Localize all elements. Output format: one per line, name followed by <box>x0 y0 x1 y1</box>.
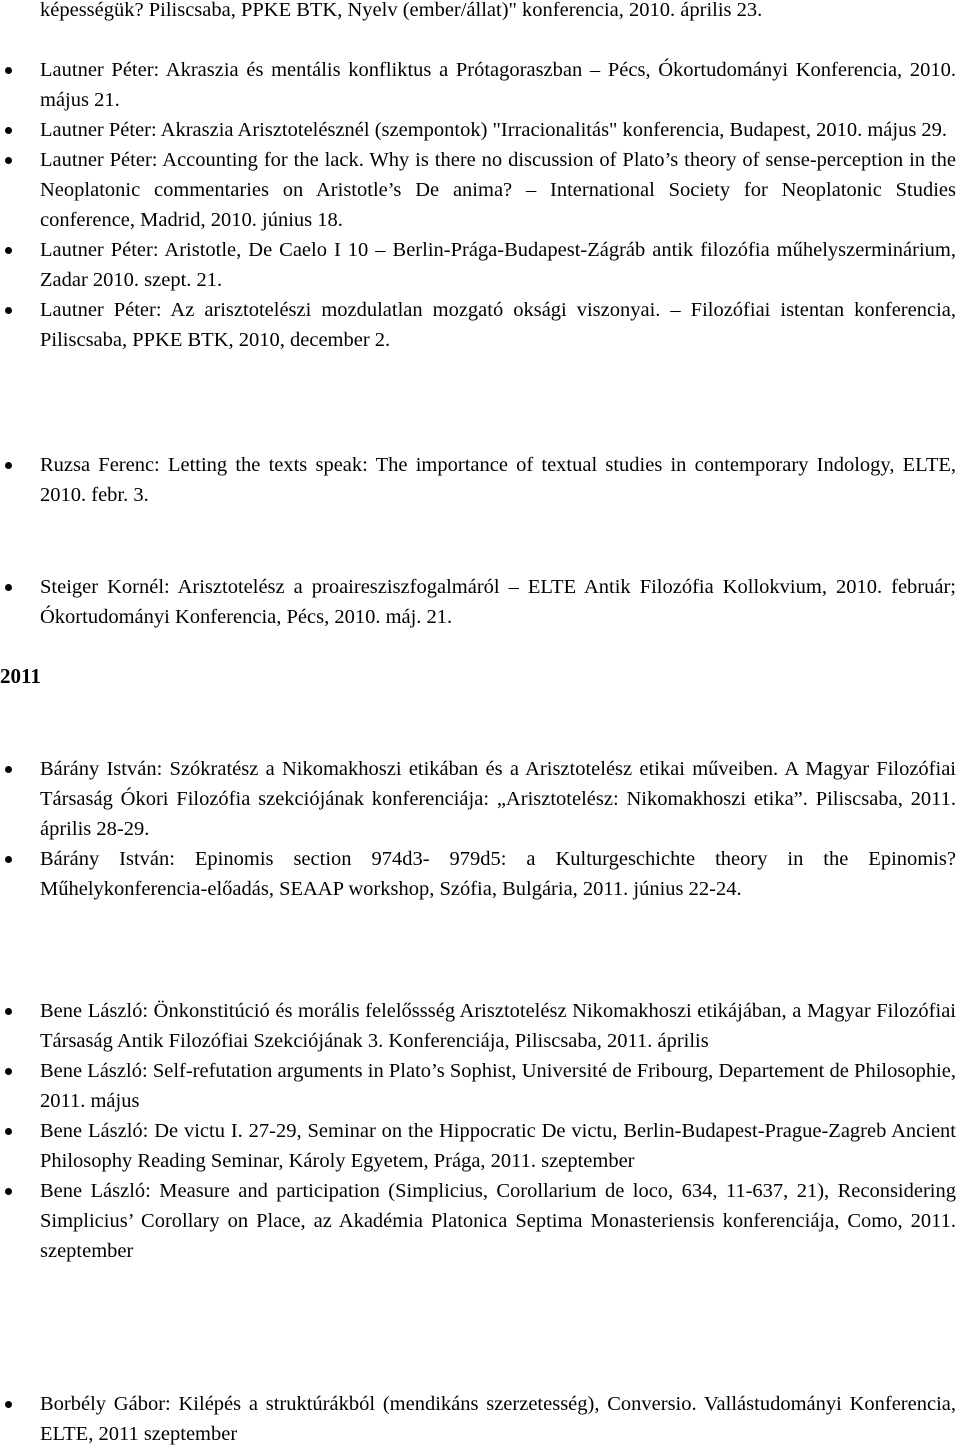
list-item: Bene László: Measure and participation (Simplicius, Corollarium de loco, 634, 11-637, 21), Reconsidering Simplicius’ Corollary on Place, az Akadémia Platonica Septima Monasteriensis konferenciája, Como, 2011. szeptember <box>0 1176 956 1266</box>
bullet-icon <box>5 307 12 314</box>
talk-list-bene <box>0 996 960 1266</box>
bullet-icon <box>5 1401 12 1408</box>
bullet-icon <box>5 1068 12 1075</box>
talk-list-lautner <box>0 55 960 355</box>
bullet-icon <box>5 856 12 863</box>
list-item: Bene László: De victu I. 27-29, Seminar on the Hippocratic De victu, Berlin-Budapest-Prague-Zagreb Ancient Philosophy Reading Seminar, Károly Egyetem, Prága, 2011. szeptember <box>0 1116 956 1176</box>
list-item: Lautner Péter: Akraszia Arisztotelésznél (szempontok) "Irracionalitás" konferencia, Budapest, 2010. május 29. <box>0 115 956 145</box>
bullet-icon <box>5 1008 12 1015</box>
list-item: Ruzsa Ferenc: Letting the texts speak: The importance of textual studies in contemporary Indology, ELTE, 2010. febr. 3. <box>0 450 956 510</box>
talk-list-barany <box>0 754 960 904</box>
talk-list-steiger <box>0 572 960 632</box>
list-item: Steiger Kornél: Arisztotelész a proairesziszfogalmáról – ELTE Antik Filozófia Kollokvium, 2010. február; Ókortudományi Konferencia, Pécs, 2010. máj. 21. <box>0 572 956 632</box>
list-item: Bene László: Önkonstitúció és morális felelőssség Arisztotelész Nikomakhoszi etikájában, a Magyar Filozófiai Társaság Antik Filozófiai Szekciójának 3. Konferenciája, Piliscsaba, 2011. április <box>0 996 956 1056</box>
bullet-icon <box>5 157 12 164</box>
list-item: Lautner Péter: Aristotle, De Caelo I 10 – Berlin-Prága-Budapest-Zágráb antik filozófia műhelyszerminárium, Zadar 2010. szept. 21. <box>0 235 956 295</box>
bullet-icon <box>5 67 12 74</box>
list-item: Bene László: Self-refutation arguments in Plato’s Sophist, Université de Fribourg, Departement de Philosophie, 2011. május <box>0 1056 956 1116</box>
list-item: Lautner Péter: Akraszia és mentális konfliktus a Prótagoraszban – Pécs, Ókortudományi Konferencia, 2010. május 21. <box>0 55 956 115</box>
list-item: Bárány István: Epinomis section 974d3- 979d5: a Kulturgeschichte theory in the Epinomis? Műhelykonferencia-előadás, SEAAP workshop, Szófia, Bulgária, 2011. június 22-24. <box>0 844 956 904</box>
list-item: Lautner Péter: Accounting for the lack. Why is there no discussion of Plato’s theory of sense-perception in the Neoplatonic commentaries on Aristotle’s De anima? – International Society for Neoplatonic Studies conference, Madrid, 2010. június 18. <box>0 145 956 235</box>
bullet-icon <box>5 462 12 469</box>
bullet-icon <box>5 127 12 134</box>
talk-list-borbely <box>0 1389 960 1449</box>
talk-list-ruzsa <box>0 450 960 510</box>
year-heading: 2011 <box>0 664 41 688</box>
continuation-text: képességük? Piliscsaba, PPKE BTK, Nyelv (ember/állat)" konferencia, 2010. április 23. <box>40 0 763 21</box>
list-item: Bárány István: Szókratész a Nikomakhoszi etikában és a Arisztotelész etikai műveiben. A Magyar Filozófiai Társaság Ókori Filozófia szekciójának konferenciája: „Arisztotelész: Nikomakhoszi etika”. Piliscsaba, 2011. április 28-29. <box>0 754 956 844</box>
bullet-icon <box>5 766 12 773</box>
bullet-icon <box>5 1188 12 1195</box>
bullet-icon <box>5 247 12 254</box>
list-item: Borbély Gábor: Kilépés a struktúrákból (mendikáns szerzetesség), Conversio. Vallástudományi Konferencia, ELTE, 2011 szeptember <box>0 1389 956 1449</box>
list-item: Lautner Péter: Az arisztotelészi mozdulatlan mozgató oksági viszonyai. – Filozófiai istentan konferencia, Piliscsaba, PPKE BTK, 2010, december 2. <box>0 295 956 355</box>
bullet-icon <box>5 1128 12 1135</box>
bullet-icon <box>5 584 12 591</box>
